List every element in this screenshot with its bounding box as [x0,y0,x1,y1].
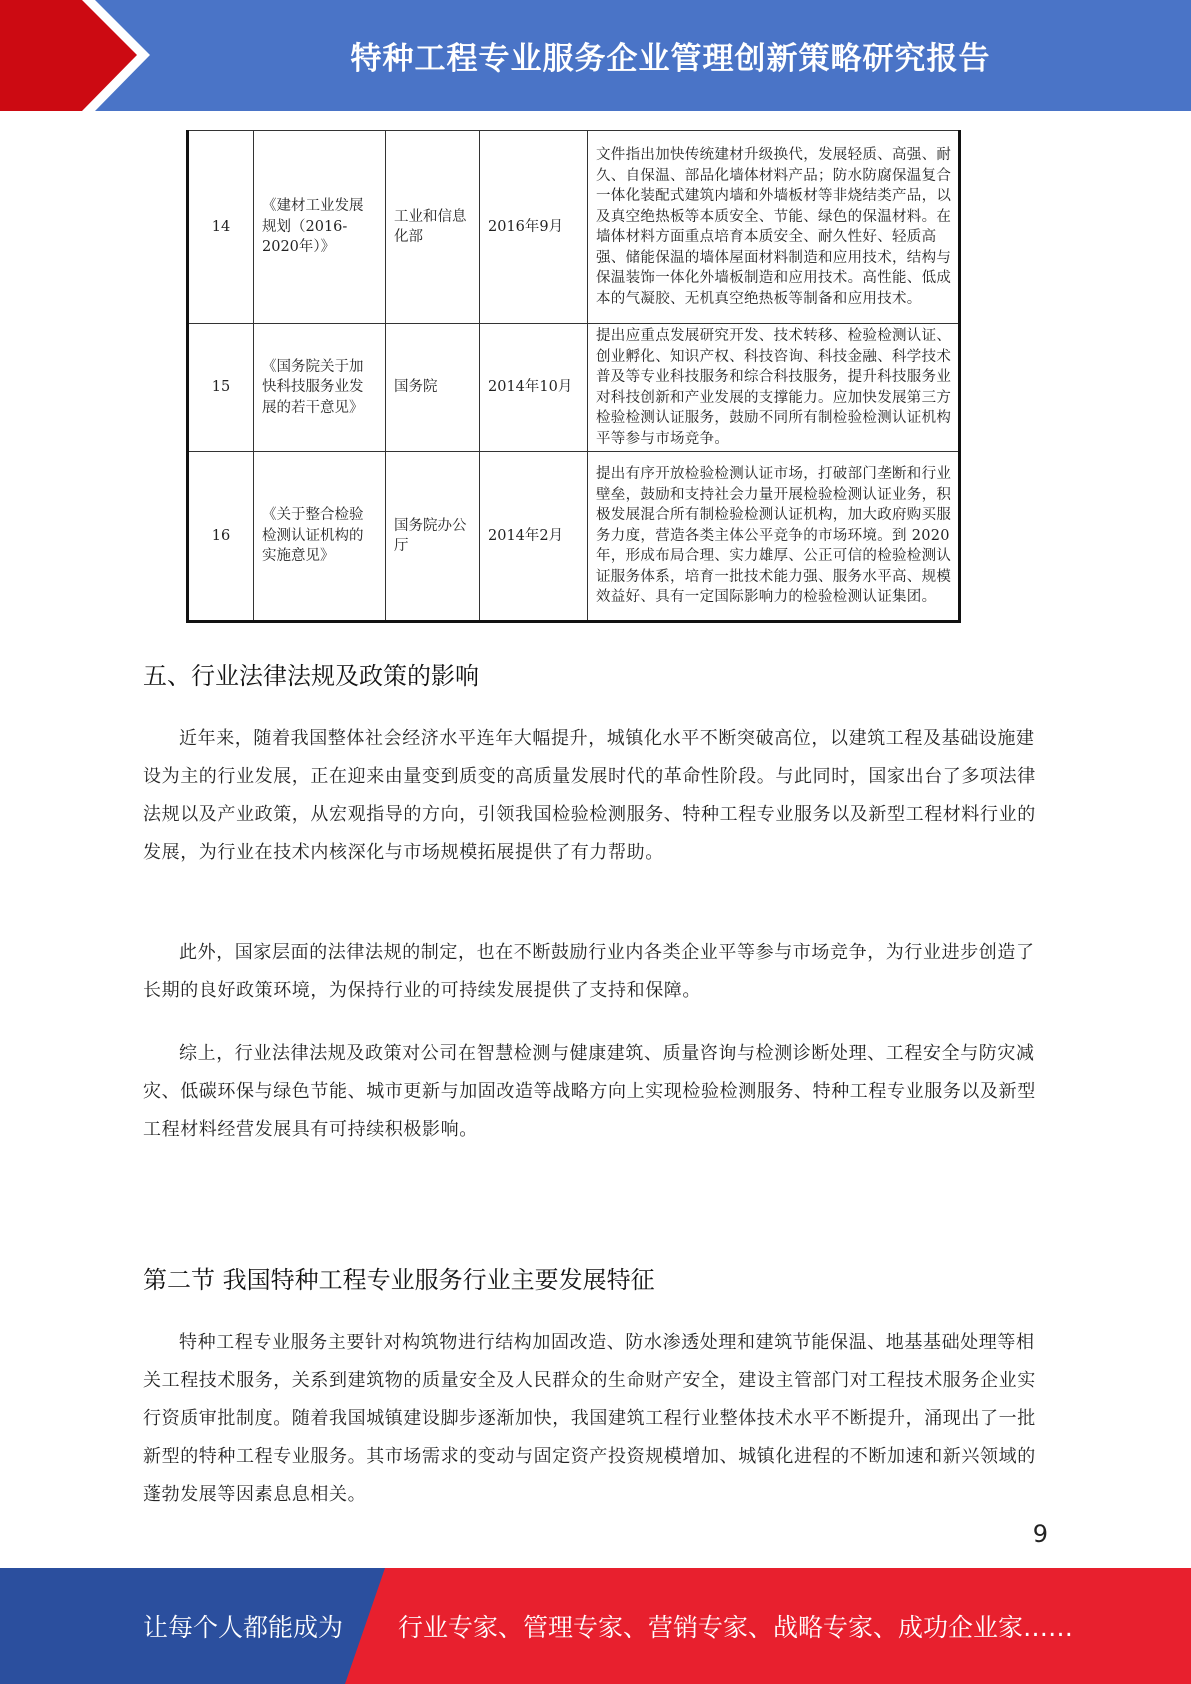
issuing-department: 国务院 [386,324,480,452]
page-footer [0,1568,1191,1684]
policy-table-container [186,130,961,623]
footer-slogan-right: 行业专家、管理专家、营销专家、战略专家、成功企业家…… [398,1613,1074,1642]
issue-date: 2014年2月 [480,452,588,622]
body-paragraph: 此外，国家层面的法律法规的制定，也在不断鼓励行业内各类企业平等参与市场竞争，为行业进步创造了长期的良好政策环境，为保持行业的可持续发展提供了支持和保障。 [143,942,1035,1001]
page-number: 9 [1032,1520,1048,1548]
issue-date: 2014年10月 [480,324,588,452]
policy-name: 《关于整合检验检测认证机构的实施意见》 [254,452,386,622]
issuing-department: 工业和信息化部 [386,131,480,324]
body-paragraph: 近年来，随着我国整体社会经济水平连年大幅提升，城镇化水平不断突破高位，以建筑工程及基础设施建设为主的行业发展，正在迎来由量变到质变的高质量发展时代的革命性阶段。与此同时，国家出台了多项法律法规以及产业政策，从宏观指导的方向，引领我国检验检测服务、特种工程专业服务以及新型工程材料行业的发展，为行业在技术内核深化与市场规模拓展提供了有力帮助。 [143,728,1036,863]
section-heading: 五、行业法律法规及政策的影响 [143,662,479,690]
policy-description: 文件指出加快传统建材升级换代，发展轻质、高强、耐久、自保温、部品化墙体材料产品；防水防腐保温复合一体化装配式建筑内墙和外墙板材等非烧结类产品，以及真空绝热板等本质安全、节能、绿色的保温材料。在墙体材料方面重点培育本质安全、耐久性好、轻质高强、储能保温的墙体屋面材料制造和应用技术，结构与保温装饰一体化外墙板制造和应用技术。高性能、低成本的气凝胶、无机真空绝热板等制备和应用技术。 [588,131,960,324]
report-title: 特种工程专业服务企业管理创新策略研究报告 [350,41,991,77]
section-heading: 第二节 我国特种工程专业服务行业主要发展特征 [143,1266,655,1294]
policy-name: 《国务院关于加快科技服务业发展的若干意见》 [254,324,386,452]
table-row [188,324,960,452]
body-paragraph: 特种工程专业服务主要针对构筑物进行结构加固改造、防水渗透处理和建筑节能保温、地基基础处理等相关工程技术服务，关系到建筑物的质量安全及人民群众的生命财产安全，建设主管部门对工程技术服务企业实行资质审批制度。随着我国城镇建设脚步逐渐加快，我国建筑工程行业整体技术水平不断提升，涌现出了一批新型的特种工程专业服务。其市场需求的变动与固定资产投资规模增加、城镇化进程的不断加速和新兴领域的蓬勃发展等因素息息相关。 [143,1332,1036,1505]
row-number: 14 [188,131,254,324]
row-number: 15 [188,324,254,452]
issuing-department: 国务院办公厅 [386,452,480,622]
issue-date: 2016年9月 [480,131,588,324]
footer-slogan-left: 让每个人都能成为 [143,1613,344,1642]
policy-name: 《建材工业发展规划（2016-2020年）》 [254,131,386,324]
policy-table [186,130,961,623]
body-paragraph: 综上，行业法律法规及政策对公司在智慧检测与健康建筑、质量咨询与检测诊断处理、工程安全与防灾减灾、低碳环保与绿色节能、城市更新与加固改造等战略方向上实现检验检测服务、特种工程专业服务以及新型工程材料经营发展具有可持续积极影响。 [143,1043,1036,1140]
row-number: 16 [188,452,254,622]
table-row [188,131,960,324]
page-header [0,0,1191,111]
policy-description: 提出有序开放检验检测认证市场，打破部门垄断和行业壁垒，鼓励和支持社会力量开展检验检测认证业务，积极发展混合所有制检验检测认证机构，加大政府购买服务力度，营造各类主体公平竞争的市场环境。到 2020 年，形成布局合理、实力雄厚、公正可信的检验检测认证服务体系，培育一批技术能力强、服务水平高、规模效益好、具有一定国际影响力的检验检测认证集团。 [588,452,960,622]
policy-description: 提出应重点发展研究开发、技术转移、检验检测认证、创业孵化、知识产权、科技咨询、科技金融、科学技术普及等专业科技服务和综合科技服务，提升科技服务业对科技创新和产业发展的支撑能力。应加快发展第三方检验检测认证服务，鼓励不同所有制检验检测认证机构平等参与市场竞争。 [588,324,960,452]
table-row [188,452,960,622]
